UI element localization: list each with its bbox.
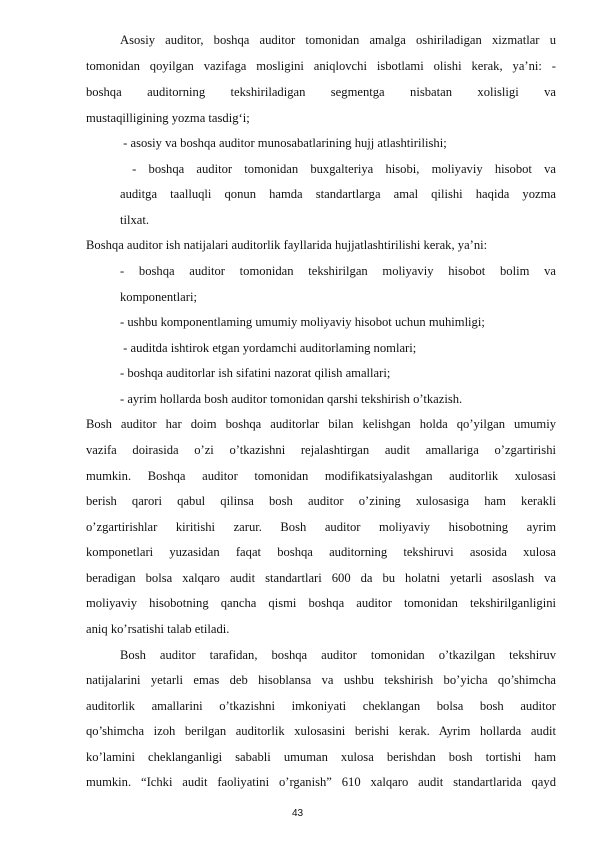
- text-line: komponentlari;: [120, 290, 197, 304]
- text-line: komponetlari yuzasidan faqat boshqa auditorning tekshiruvi asosida xulosa: [86, 545, 556, 559]
- text-line: Boshqa auditor ish natijalari auditorlik fayllarida hujjatlashtirilishi kerak, ya’ni:: [86, 238, 488, 252]
- text-line: o’zgartirishlar kiritishi zarur. Bosh auditor moliyaviy hisobotning ayrim: [86, 520, 556, 534]
- text-line: auditorlik amallarini o’tkazishni imkoniyati cheklangan bolsa bosh auditor: [86, 699, 556, 713]
- text-line: - boshqa auditor tomonidan buxgalteriya hisobi, moliyaviy hisobot va: [120, 162, 556, 176]
- text-line: beradigan bolsa xalqaro audit standartlari 600 da bu holatni yetarli asoslash va: [86, 571, 556, 585]
- text-line: tilxat.: [120, 213, 150, 227]
- text-line: - ushbu komponentlaming umumiy moliyaviy hisobot uchun muhimligi;: [120, 315, 485, 329]
- text-line: mustaqilligining yozma tasdig‘i;: [86, 111, 250, 125]
- text-line: - ayrim hollarda bosh auditor tomonidan qarshi tekshirish o’tkazish.: [120, 392, 463, 406]
- text-line: berish qarori qabul qilinsa bosh auditor o’zining xulosasiga ham kerakli: [86, 494, 556, 508]
- text-line: mumkin. “Ichki audit faoliyatini o’rganish” 610 xalqaro audit standartlarida qayd: [86, 775, 556, 789]
- text-line: Bosh auditor tarafidan, boshqa auditor tomonidan o’tkazilgan tekshiruv: [120, 648, 556, 662]
- text-line: mumkin. Boshqa auditor tomonidan modifikatsiyalashgan auditorlik xulosasi: [86, 469, 556, 483]
- text-line: tomonidan qoyilgan vazifaga mosligini aniqlovchi isbotlami olishi kerak, ya’ni: -: [86, 59, 556, 73]
- page-number: 43: [291, 808, 304, 819]
- text-line: - boshqa auditorlar ish sifatini nazorat qilish amallari;: [120, 366, 391, 380]
- text-line: natijalarini yetarli emas deb hisoblansa va ushbu tekshirish bo’yicha qo’shimcha: [86, 673, 556, 687]
- text-line: qo’shimcha izoh berilgan auditorlik xulosasini berishi kerak. Ayrim hollarda audit: [86, 724, 556, 738]
- text-line: - boshqa auditor tomonidan tekshirilgan moliyaviy hisobot bolim va: [120, 264, 556, 278]
- text-line: auditga taalluqli qonun hamda standartlarga amal qilishi haqida yozma: [120, 187, 556, 201]
- text-line: ko’lamini cheklanganligi sababli umuman xulosa berishdan bosh tortishi ham: [86, 750, 556, 764]
- text-line: vazifa doirasida o’zi o’tkazishni rejalashtirgan audit amallariga o’zgartirishi: [86, 443, 556, 457]
- text-line: - asosiy va boshqa auditor munosabatlarining hujj atlashtirilishi;: [120, 136, 447, 150]
- text-line: aniq ko’rsatishi talab etiladi.: [86, 622, 230, 636]
- text-line: Bosh auditor har doim boshqa auditorlar bilan kelishgan holda qo’yilgan umumiy: [86, 417, 556, 431]
- text-line: - auditda ishtirok etgan yordamchi auditorlaming nomlari;: [120, 341, 417, 355]
- text-line: boshqa auditorning tekshiriladigan segmentga nisbatan xolisligi va: [86, 85, 556, 99]
- text-line: Asosiy auditor, boshqa auditor tomonidan amalga oshiriladigan xizmatlar u: [120, 33, 556, 47]
- text-line: moliyaviy hisobotning qancha qismi boshqa auditor tomonidan tekshirilganligini: [86, 596, 556, 610]
